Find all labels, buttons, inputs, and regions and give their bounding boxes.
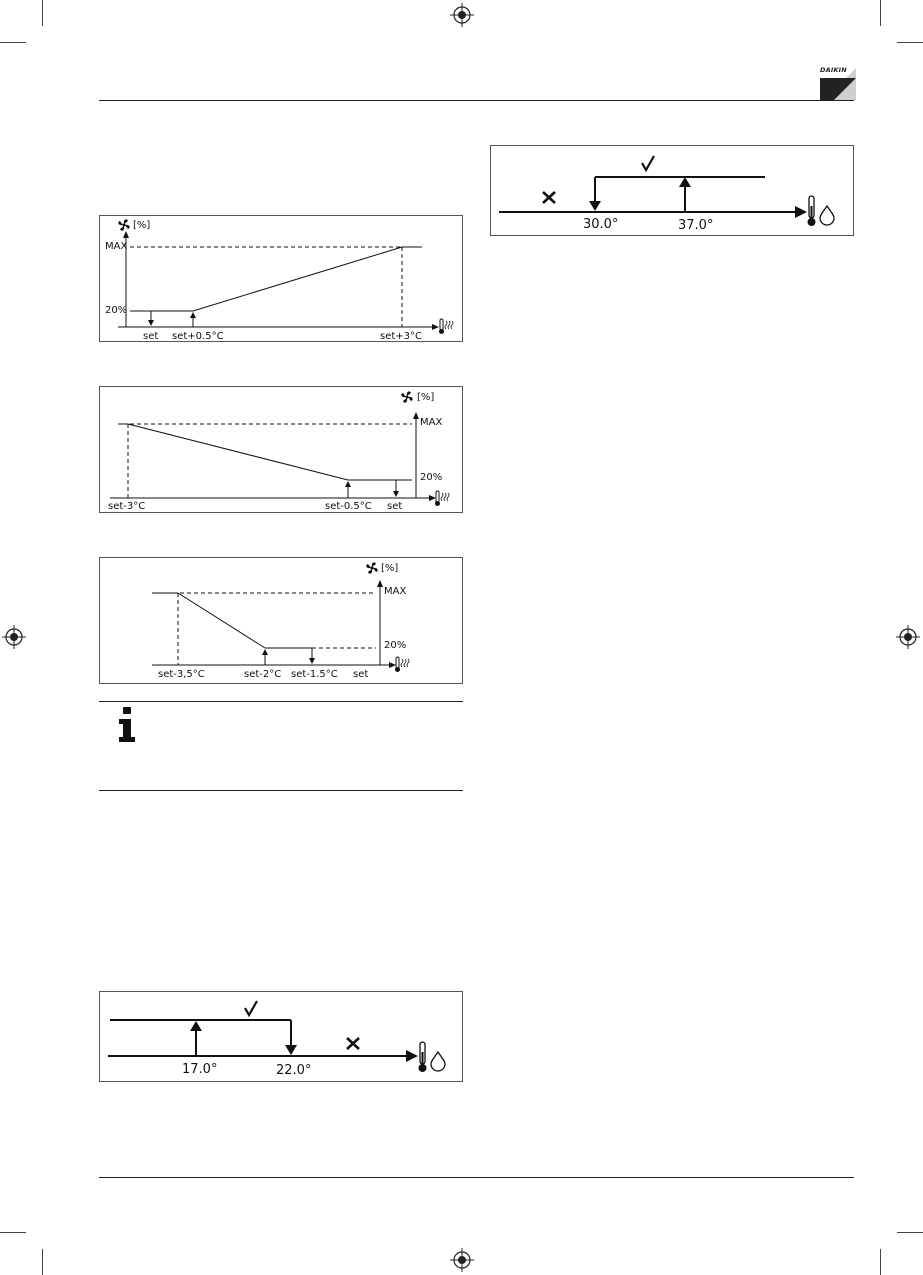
registration-mark-icon [450,3,474,27]
min-label: 20% [105,305,128,316]
registration-mark-icon [896,625,920,649]
registration-mark-icon [450,1248,474,1272]
cross-icon [543,192,555,203]
x-label-set-minus-05: set-0.5°C [325,501,372,512]
thermometer-heat-icon [435,491,449,506]
crop-mark [880,1249,881,1275]
registration-mark-icon [2,625,26,649]
crop-mark [880,0,881,26]
max-label: MAX [105,241,128,252]
x-label-set-minus-3: set-3°C [108,501,146,512]
x-label-set-minus-35: set-3,5°C [158,669,205,680]
chart-fan-heating-increase [99,215,463,342]
max-label: MAX [420,417,443,428]
x-label-set-minus-2: set-2°C [244,669,282,680]
fan-icon [118,219,129,230]
thermometer-humidity-icon [808,196,835,226]
threshold-low-label: 17.0° [182,1062,218,1077]
info-icon [117,707,137,743]
cross-icon [347,1038,359,1049]
min-label: 20% [420,472,443,483]
threshold-high-label: 37.0° [678,218,714,233]
crop-mark [0,1232,26,1233]
chart-humidity-hysteresis-high [490,145,854,236]
crop-mark [0,42,26,43]
x-label-set: set [353,669,369,680]
fan-icon [401,391,412,402]
threshold-low-label: 30.0° [583,217,619,232]
unit-label: [%] [417,392,435,403]
note-top-rule [99,701,463,702]
crop-mark [897,42,923,43]
chart-humidity-hysteresis-low [99,991,463,1082]
thermometer-humidity-icon [419,1042,446,1072]
header-rule [99,100,854,101]
note-bottom-rule [99,790,463,791]
crop-mark [42,0,43,26]
max-label: MAX [384,586,407,597]
min-label: 20% [384,640,407,651]
x-label-set: set [143,331,159,342]
x-label-set-plus-3: set+3°C [380,331,423,342]
fan-icon [366,562,377,573]
check-icon [245,1001,257,1015]
footer-rule [99,1177,854,1178]
x-label-set: set [387,501,403,512]
crop-mark [897,1232,923,1233]
unit-label: [%] [133,220,151,231]
chart-fan-cooling-decrease [99,386,463,513]
thermometer-heat-icon [395,657,409,672]
crop-mark [42,1249,43,1275]
threshold-high-label: 22.0° [276,1063,312,1078]
unit-label: [%] [381,563,399,574]
thermometer-heat-icon [439,319,453,334]
check-icon [642,156,654,170]
logo-text: DAIKIN [820,66,847,74]
chart-fan-cooling-step [99,557,463,684]
x-label-set-minus-15: set-1.5°C [291,669,338,680]
x-label-set-plus-05: set+0.5°C [172,331,224,342]
